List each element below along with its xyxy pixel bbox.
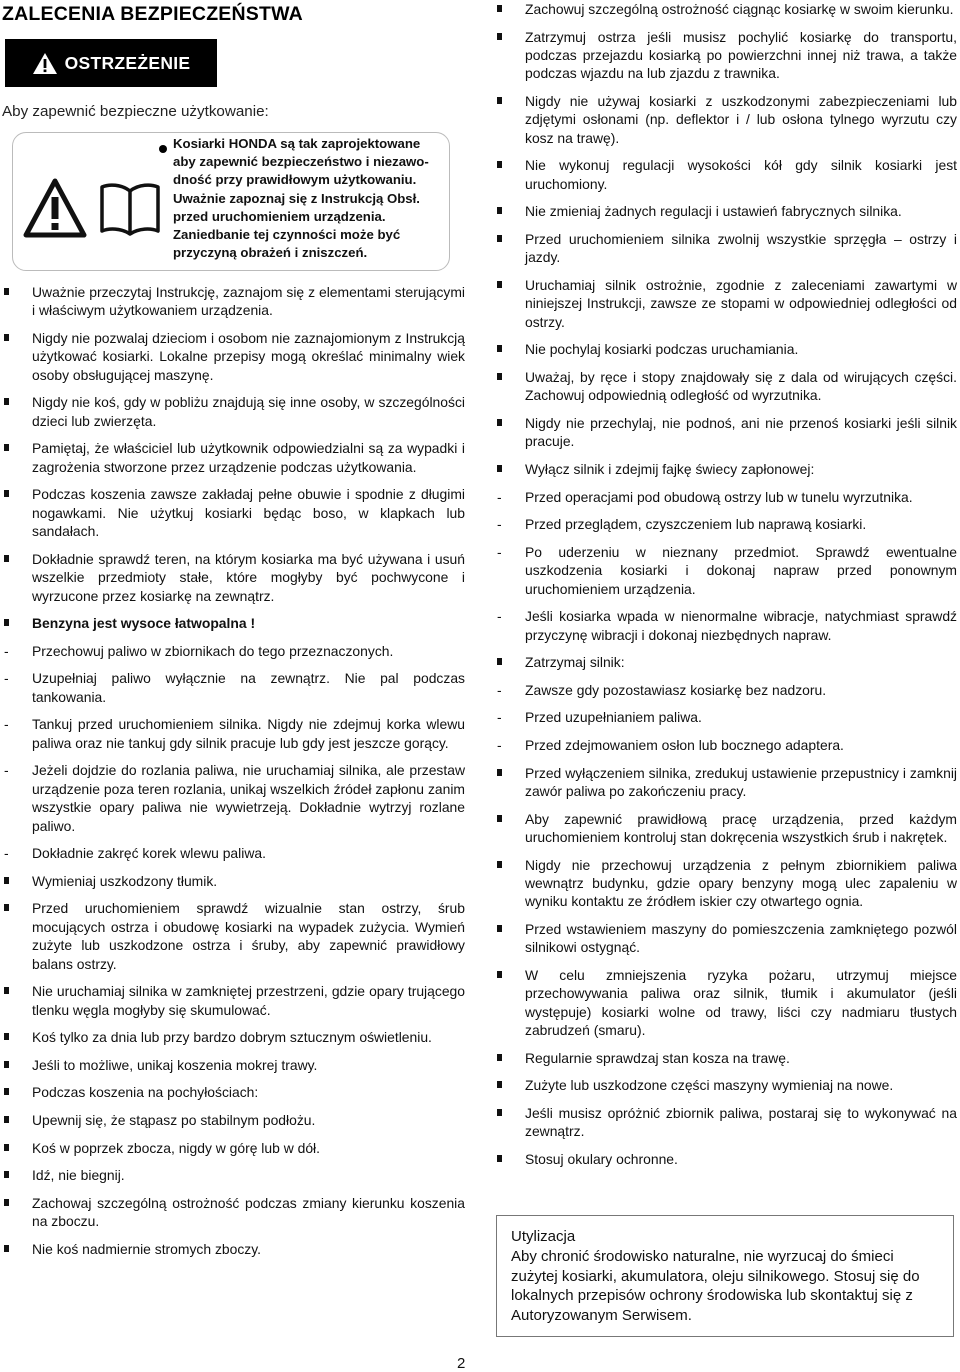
safety-label	[12, 132, 450, 271]
warning-banner-label: OSTRZEŻENIE	[64, 52, 191, 73]
label-text	[173, 135, 463, 262]
safety-item: Podczas koszenia na pochyłościach:	[0, 1083, 465, 1101]
safety-item: - Przechowuj paliwo w zbiornikach do tego przeznaczonych.	[0, 642, 465, 660]
safety-item: - Przed operacjami pod obudową ostrzy lub w tunelu wyrzutnika.	[487, 488, 957, 506]
safety-item: - Jeżeli dojdzie do rozlania paliwa, nie uruchamiaj silnika, ale przestaw urządzenie poza teren rozlania, unikaj wszelkich źródeł zapłonu zanim wszystkie opary paliwa nie wywietrzeją. Dokładnie wytrzyj rozlane paliwo.	[0, 761, 465, 835]
label-line: przyczyną obrażeń i zniszczeń.	[173, 245, 368, 261]
disposal-title: Utylizacja	[511, 1228, 576, 1245]
label-line: dność przy prawidłowym użytkowaniu.	[173, 172, 417, 188]
disposal-box	[496, 1215, 954, 1337]
safety-item: Podczas koszenia zawsze zakładaj pełne obuwie i spodnie z długimi nogawkami. Nie użytkuj kosiarki będąc boso, w klapkach lub sandałach.	[0, 485, 465, 540]
safety-item: Nigdy nie używaj kosiarki z uszkodzonymi zabezpieczeniami lub zdjętymi osłonami (np. deflektor i / lub osłona tylnego wyrzutu czy kosz na trawę).	[487, 92, 957, 147]
safety-item: Koś tylko za dnia lub przy bardzo dobrym sztucznym oświetleniu.	[0, 1028, 465, 1046]
safety-item: Benzyna jest wysoce łatwopalna !	[0, 614, 465, 632]
safety-item: - Przed przeglądem, czyszczeniem lub naprawą kosiarki.	[487, 515, 957, 533]
safety-item: - Tankuj przed uruchomieniem silnika. Nigdy nie zdejmuj korka wlewu paliwa oraz nie tankuj gdy silnik pracuje lub gdy jest jeszcze gorący.	[0, 715, 465, 752]
label-line: Uważnie zapoznaj się z Instrukcją Obsł.	[173, 190, 420, 206]
safety-item: - Przed zdejmowaniem osłon lub bocznego adaptera.	[487, 736, 957, 754]
safety-item: Przed uruchomieniem sprawdź wizualnie stan ostrzy, śrub mocujących ostrza i obudowę kosiarki na wypadek zużycia. Wymień zużyte lub uszkodzone ostrza i śruby, aby zapewnić prawidłowy balans ostrzy.	[0, 899, 465, 973]
manual-book-icon	[99, 181, 161, 237]
safety-item: Nigdy nie przechylaj, nie podnoś, ani nie przenoś kosiarki jeśli silnik pracuje.	[487, 414, 957, 451]
safety-item: Jeśli to możliwe, unikaj koszenia mokrej trawy.	[0, 1056, 465, 1074]
page-title: ZALECENIA BEZPIECZEŃSTWA	[2, 3, 303, 25]
safety-item: Koś w poprzek zbocza, nigdy w górę lub w dół.	[0, 1139, 465, 1157]
safety-item: Uruchamiaj silnik ostrożnie, zgodnie z zaleceniami zawartymi w niniejszej Instrukcji, zawsze ze stopami w odpowiedniej odległości od ostrzy.	[487, 276, 957, 331]
safety-item: Upewnij się, że stąpasz po stabilnym podłożu.	[0, 1111, 465, 1129]
safety-item: - Dokładnie zakręć korek wlewu paliwa.	[0, 844, 465, 862]
safety-item: Zatrzymuj ostrza jeśli musisz pochylić kosiarkę do transportu, podczas przejazdu kosiarką po powierzchni innej niż trawa, a także podczas wjazdu na lub zjazdu z trawnika.	[487, 28, 957, 83]
safety-item: Nigdy nie przechowuj urządzenia z pełnym zbiornikiem paliwa wewnątrz budynku, gdzie opary benzyny mogą ulec zapaleniu w wyniku kontaktu ze źródłem iskier czy otwartego ognia.	[487, 856, 957, 911]
safety-item: Zużyte lub uszkodzone części maszyny wymieniaj na nowe.	[487, 1076, 957, 1094]
label-line: Zaniedbanie tej czynności może być	[173, 227, 401, 243]
safety-item: Zatrzymaj silnik:	[487, 653, 957, 671]
safety-item: Przed wyłączeniem silnika, zredukuj ustawienie przepustnicy i zamknij zawór paliwa po zakończeniu pracy.	[487, 764, 957, 801]
safety-item: - Przed uzupełnianiem paliwa.	[487, 708, 957, 726]
safety-item: Zachowuj szczególną ostrożność ciągnąc kosiarkę w swoim kierunku.	[487, 0, 957, 18]
warning-banner	[5, 39, 217, 87]
safety-item: Nigdy nie koś, gdy w pobliżu znajdują się inne osoby, w szczególności dzieci lub zwierzęta.	[0, 393, 465, 430]
safety-item: Pamiętaj, że właściciel lub użytkownik odpowiedzialni są za wypadki i zagrożenia stworzone przez urządzenie podczas użytkowania.	[0, 439, 465, 476]
safety-item: Nie koś nadmiernie stromych zboczy.	[0, 1240, 465, 1258]
safety-item: Nigdy nie pozwalaj dzieciom i osobom nie zaznajomionym z Instrukcją użytkować kosiarki. Lokalne przepisy mogą określać minimalny wiek osoby obsługującej maszynę.	[0, 329, 465, 384]
disposal-text: Aby chronić środowisko naturalne, nie wyrzucaj do śmieci zużytej kosiarki, akumulatora, oleju silnikowego. Stosuj się do lokalnych przepisów ochrony środowiska lub skontaktuj się z Autoryzowanym Serwisem.	[511, 1248, 920, 1324]
warning-icon	[32, 52, 58, 75]
safety-item: Przed wstawieniem maszyny do pomieszczenia zamkniętego pozwól silnikowi ostygnąć.	[487, 920, 957, 957]
safety-item: - Po uderzeniu w nieznany przedmiot. Sprawdź ewentualne uszkodzenia kosiarki i dokonaj napraw przed ponownym uruchomieniem urządzenia.	[487, 543, 957, 598]
safety-item: Uważaj, by ręce i stopy znajdowały się z dala od wirujących części. Zachowuj odpowiednią odległość od wyrzutnika.	[487, 368, 957, 405]
safety-item: Stosuj okulary ochronne.	[487, 1150, 957, 1168]
safety-item: Przed uruchomieniem silnika zwolnij wszystkie sprzęgła – ostrzy i jazdy.	[487, 230, 957, 267]
safety-item: Dokładnie sprawdź teren, na którym kosiarka ma być używana i usuń wszelkie przedmioty stałe, które mogłyby być pochwycone i wyrzucone przez kosiarkę na zewnątrz.	[0, 550, 465, 605]
safety-item: Zachowaj szczególną ostrożność podczas zmiany kierunku koszenia na zboczu.	[0, 1194, 465, 1231]
label-line: przed uruchomieniem urządzenia.	[173, 208, 386, 224]
safety-item: Idź, nie biegnij.	[0, 1166, 465, 1184]
safety-item: Nie uruchamiaj silnika w zamkniętej przestrzeni, gdzie opary trującego tlenku węgla mogłyby się skumulować.	[0, 982, 465, 1019]
safety-item: - Zawsze gdy pozostawiasz kosiarkę bez nadzoru.	[487, 681, 957, 699]
intro-text: Aby zapewnić bezpieczne użytkowanie:	[2, 103, 269, 120]
safety-item: - Uzupełniaj paliwo wyłącznie na zewnątrz. Nie pal podczas tankowania.	[0, 669, 465, 706]
label-line: aby zapewnić bezpieczeństwo i niezawo-	[173, 154, 429, 170]
safety-item: Jeśli musisz opróżnić zbiornik paliwa, postaraj się to wykonywać na zewnątrz.	[487, 1104, 957, 1141]
safety-item: Aby zapewnić prawidłową pracę urządzenia, przed każdym uruchomieniem kontroluj stan dokręcenia wszystkich śrub i nakrętek.	[487, 810, 957, 847]
safety-item: Regularnie sprawdzaj stan kosza na trawę.	[487, 1049, 957, 1067]
safety-item: - Jeśli kosiarka wpada w nienormalne wibracje, natychmiast sprawdź przyczynę wibracji i dokonaj niezbędnych napraw.	[487, 607, 957, 644]
label-bullet-dot	[159, 145, 167, 153]
page-number: 2	[457, 1355, 466, 1372]
right-safety-list	[487, 0, 957, 1178]
warning-triangle-icon	[23, 177, 87, 241]
safety-item: Nie zmieniaj żadnych regulacji i ustawień fabrycznych silnika.	[487, 202, 957, 220]
safety-item: W celu zmniejszenia ryzyka pożaru, utrzymuj miejsce przechowywania paliwa oraz silnik, tłumik i akumulator (jeśli występuje) kosiarki wolne od trawy, liści czy nadmiaru tłustych zabrudzeń (smaru).	[487, 966, 957, 1040]
safety-item: Uważnie przeczytaj Instrukcję, zaznajom się z elementami sterującymi i właściwym użytkowaniem urządzenia.	[0, 283, 465, 320]
label-line: Kosiarki HONDA są tak zaprojektowane	[173, 136, 421, 151]
left-safety-list	[0, 283, 465, 1267]
safety-item: Nie wykonuj regulacji wysokości kół gdy silnik kosiarki jest uruchomiony.	[487, 156, 957, 193]
safety-item: Nie pochylaj kosiarki podczas uruchamiania.	[487, 340, 957, 358]
safety-item: Wymieniaj uszkodzony tłumik.	[0, 872, 465, 890]
safety-item: Wyłącz silnik i zdejmij fajkę świecy zapłonowej:	[487, 460, 957, 478]
